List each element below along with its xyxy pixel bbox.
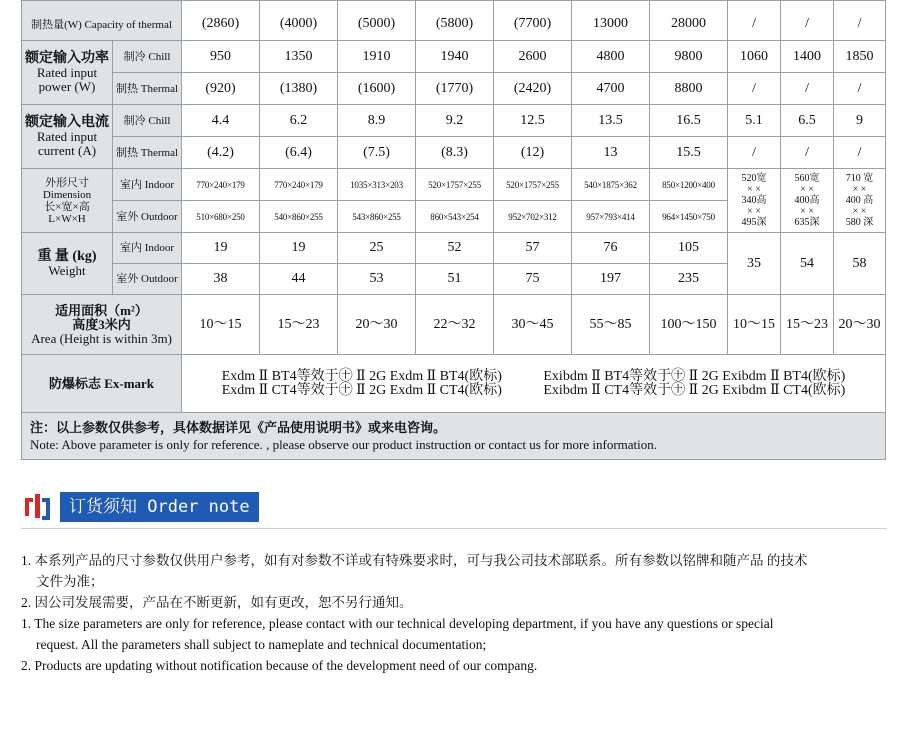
weight-outdoor-value: 53 bbox=[338, 264, 416, 295]
power-chill-value: 1940 bbox=[416, 41, 494, 73]
order-title: 订货须知 Order note bbox=[60, 492, 259, 522]
current-label-cn: 额定输入电流 bbox=[25, 114, 109, 130]
power-chill-value: 1910 bbox=[338, 41, 416, 73]
power-chill-value: 2600 bbox=[494, 41, 572, 73]
heat-value: (5000) bbox=[338, 1, 416, 41]
dim-indoor-value: 540×1875×362 bbox=[572, 169, 650, 201]
dim-indoor-value: 520×1757×255 bbox=[494, 169, 572, 201]
area-value: 55～85 bbox=[572, 295, 650, 355]
dim-indoor-value: 770×240×179 bbox=[260, 169, 338, 201]
weight-combined-value: 58 bbox=[834, 233, 886, 295]
order-cn-1: 1. 本系列产品的尺寸参数仅供用户参考，如有对参数不详或有特殊要求时，可与我公司技术部联系。所有参数以铭牌和随产品 的技术 bbox=[21, 553, 808, 568]
indoor-label: 室内 Indoor bbox=[113, 169, 182, 201]
current-chill-value: 4.4 bbox=[182, 105, 260, 137]
heat-row bbox=[22, 1, 886, 41]
area-label-1: 适用面积（m²） bbox=[55, 302, 148, 318]
dim-outdoor-value: 957×793×414 bbox=[572, 201, 650, 233]
current-chill-row bbox=[22, 105, 886, 137]
exmark-right-2: Exibdm Ⅱ CT4等效于㊉ Ⅱ 2G Exibdm Ⅱ CT4(欧标) bbox=[543, 382, 846, 398]
power-chill-value: 1060 bbox=[728, 41, 781, 73]
thermal-label: 制热 Thermal bbox=[113, 73, 182, 105]
note-row bbox=[22, 413, 886, 460]
dim-outdoor-value: 540×860×255 bbox=[260, 201, 338, 233]
current-thermal-value: (4.2) bbox=[182, 137, 260, 169]
area-value: 30～45 bbox=[494, 295, 572, 355]
exmark-row bbox=[22, 355, 886, 413]
power-thermal-value: (1600) bbox=[338, 73, 416, 105]
brand-logo-icon bbox=[21, 492, 53, 522]
outdoor-label: 室外 Outdoor bbox=[113, 264, 182, 295]
dim-outdoor-value: 543×860×255 bbox=[338, 201, 416, 233]
power-thermal-value: (1770) bbox=[416, 73, 494, 105]
weight-combined-value: 35 bbox=[728, 233, 781, 295]
dim-combined-cell bbox=[781, 169, 834, 233]
note-en: Note: Above parameter is only for reference. , please observe our product instruction or contact us for more information. bbox=[30, 437, 658, 452]
outdoor-label: 室外 Outdoor bbox=[113, 201, 182, 233]
heat-value: (4000) bbox=[260, 1, 338, 41]
area-value: 20～30 bbox=[834, 295, 886, 355]
exmark-right-1: Exibdm Ⅱ BT4等效于㊉ Ⅱ 2G Exibdm Ⅱ BT4(欧标) bbox=[543, 368, 846, 384]
dim-outdoor-value: 964×1450×750 bbox=[650, 201, 728, 233]
note-cell bbox=[22, 413, 886, 460]
dim-label-en: Dimension bbox=[42, 188, 92, 201]
chill-label: 制冷 Chill bbox=[113, 105, 182, 137]
power-chill-value: 1350 bbox=[260, 41, 338, 73]
order-notes bbox=[21, 550, 891, 676]
dim-width: 710 宽 bbox=[845, 173, 874, 184]
note-cn: 注：以上参数仅供参考，具体数据详见《产品使用说明书》或来电咨询。 bbox=[30, 420, 447, 435]
current-thermal-value: (8.3) bbox=[416, 137, 494, 169]
weight-indoor-value: 76 bbox=[572, 233, 650, 264]
spec-table bbox=[21, 0, 886, 460]
power-thermal-value: 8800 bbox=[650, 73, 728, 105]
dim-label-cn: 外形尺寸 bbox=[45, 176, 89, 189]
dim-label bbox=[22, 169, 113, 233]
current-thermal-value: / bbox=[728, 137, 781, 169]
weight-outdoor-value: 75 bbox=[494, 264, 572, 295]
area-label-3: Area (Height is within 3m) bbox=[31, 330, 172, 346]
power-thermal-value: (920) bbox=[182, 73, 260, 105]
dim-sep: × × bbox=[747, 184, 761, 195]
dim-sep: × × bbox=[800, 184, 814, 195]
power-chill-value: 4800 bbox=[572, 41, 650, 73]
order-en-1-cont: request. All the parameters shall subject to nameplate and technical documentation; bbox=[36, 637, 487, 652]
heat-label: 制热量(W) Capacity of thermal bbox=[22, 1, 182, 41]
power-label-cn: 额定输入功率 bbox=[25, 50, 109, 66]
weight-indoor-row bbox=[22, 233, 886, 264]
current-thermal-value: / bbox=[834, 137, 886, 169]
thermal-label: 制热 Thermal bbox=[113, 137, 182, 169]
dim-label-cn2: 长×宽×高 bbox=[44, 200, 90, 213]
power-thermal-value: / bbox=[781, 73, 834, 105]
dim-sep: × × bbox=[747, 206, 761, 217]
heat-value: (5800) bbox=[416, 1, 494, 41]
weight-outdoor-value: 197 bbox=[572, 264, 650, 295]
dim-width: 560宽 bbox=[794, 173, 820, 184]
current-thermal-row bbox=[22, 137, 886, 169]
order-cn-1-cont: 文件为准； bbox=[36, 574, 104, 589]
current-thermal-value: / bbox=[781, 137, 834, 169]
power-thermal-value: (1380) bbox=[260, 73, 338, 105]
current-chill-value: 6.5 bbox=[781, 105, 834, 137]
divider bbox=[21, 528, 887, 529]
power-label-en2: power (W) bbox=[38, 78, 96, 94]
current-label-en2: current (A) bbox=[37, 142, 97, 158]
power-label-en1: Rated input bbox=[36, 64, 98, 80]
exmark-left-1: Exdm Ⅱ BT4等效于㊉ Ⅱ 2G Exdm Ⅱ BT4(欧标) bbox=[221, 368, 502, 384]
dim-depth: 580 深 bbox=[845, 217, 874, 228]
heat-value: 13000 bbox=[572, 1, 650, 41]
dim-outdoor-value: 860×543×254 bbox=[416, 201, 494, 233]
weight-outdoor-value: 44 bbox=[260, 264, 338, 295]
area-value: 20～30 bbox=[338, 295, 416, 355]
area-value: 10～15 bbox=[728, 295, 781, 355]
current-thermal-value: 15.5 bbox=[650, 137, 728, 169]
weight-indoor-value: 19 bbox=[260, 233, 338, 264]
area-value: 15～23 bbox=[260, 295, 338, 355]
power-chill-value: 950 bbox=[182, 41, 260, 73]
weight-label bbox=[22, 233, 113, 295]
current-label bbox=[22, 105, 113, 169]
dim-indoor-value: 1035×313×203 bbox=[338, 169, 416, 201]
dim-width: 520宽 bbox=[741, 173, 767, 184]
exmark-values bbox=[182, 355, 886, 413]
dim-sep: × × bbox=[852, 206, 867, 217]
dim-indoor-row bbox=[22, 169, 886, 201]
heat-value: / bbox=[834, 1, 886, 41]
indoor-label: 室内 Indoor bbox=[113, 233, 182, 264]
current-chill-value: 12.5 bbox=[494, 105, 572, 137]
power-thermal-value: / bbox=[834, 73, 886, 105]
current-thermal-value: 13 bbox=[572, 137, 650, 169]
power-thermal-row bbox=[22, 73, 886, 105]
area-label bbox=[22, 295, 182, 355]
power-thermal-value: / bbox=[728, 73, 781, 105]
order-en-1: 1. The size parameters are only for reference, please contact with our technical developing department, if you have any questions or special bbox=[21, 616, 774, 631]
dim-height: 340高 bbox=[741, 195, 767, 206]
weight-label-en: Weight bbox=[48, 262, 86, 278]
power-thermal-value: 4700 bbox=[572, 73, 650, 105]
area-value: 15～23 bbox=[781, 295, 834, 355]
power-label bbox=[22, 41, 113, 105]
exmark-left-2: Exdm Ⅱ CT4等效于㊉ Ⅱ 2G Exdm Ⅱ CT4(欧标) bbox=[221, 382, 502, 398]
area-value: 100～150 bbox=[650, 295, 728, 355]
chill-label: 制冷 Chill bbox=[113, 41, 182, 73]
current-chill-value: 9 bbox=[834, 105, 886, 137]
exmark-label: 防爆标志 Ex-mark bbox=[22, 355, 182, 413]
weight-indoor-value: 52 bbox=[416, 233, 494, 264]
heat-value: (2860) bbox=[182, 1, 260, 41]
dim-indoor-value: 520×1757×255 bbox=[416, 169, 494, 201]
order-cn-2: 2. 因公司发展需要，产品在不断更新，如有更改，恕不另行通知。 bbox=[21, 595, 413, 610]
heat-value: (7700) bbox=[494, 1, 572, 41]
dim-height: 400 高 bbox=[845, 195, 874, 206]
dim-depth: 635深 bbox=[794, 217, 820, 228]
weight-combined-value: 54 bbox=[781, 233, 834, 295]
order-en-2: 2. Products are updating without notification because of the development need of our compang. bbox=[21, 658, 538, 673]
current-chill-value: 6.2 bbox=[260, 105, 338, 137]
current-chill-value: 5.1 bbox=[728, 105, 781, 137]
dim-combined-cell bbox=[728, 169, 781, 233]
dim-outdoor-value: 510×680×250 bbox=[182, 201, 260, 233]
dim-combined-cell bbox=[834, 169, 886, 233]
weight-outdoor-value: 38 bbox=[182, 264, 260, 295]
current-chill-value: 13.5 bbox=[572, 105, 650, 137]
area-value: 22～32 bbox=[416, 295, 494, 355]
current-chill-value: 16.5 bbox=[650, 105, 728, 137]
power-chill-value: 1400 bbox=[781, 41, 834, 73]
current-chill-value: 8.9 bbox=[338, 105, 416, 137]
dim-indoor-value: 770×240×179 bbox=[182, 169, 260, 201]
current-label-en1: Rated input bbox=[36, 128, 98, 144]
power-thermal-value: (2420) bbox=[494, 73, 572, 105]
current-thermal-value: (12) bbox=[494, 137, 572, 169]
area-row bbox=[22, 295, 886, 355]
weight-indoor-value: 57 bbox=[494, 233, 572, 264]
area-value: 10～15 bbox=[182, 295, 260, 355]
power-chill-row bbox=[22, 41, 886, 73]
dim-indoor-value: 850×1200×400 bbox=[650, 169, 728, 201]
power-chill-value: 9800 bbox=[650, 41, 728, 73]
area-label-2: 高度3米内 bbox=[72, 316, 131, 332]
weight-indoor-value: 25 bbox=[338, 233, 416, 264]
dim-label-lwh: L×W×H bbox=[48, 212, 86, 225]
dim-height: 400高 bbox=[794, 195, 820, 206]
dim-sep: × × bbox=[852, 184, 867, 195]
current-chill-value: 9.2 bbox=[416, 105, 494, 137]
heat-value: 28000 bbox=[650, 1, 728, 41]
current-thermal-value: (7.5) bbox=[338, 137, 416, 169]
heat-value: / bbox=[728, 1, 781, 41]
weight-outdoor-value: 235 bbox=[650, 264, 728, 295]
weight-indoor-value: 19 bbox=[182, 233, 260, 264]
current-thermal-value: (6.4) bbox=[260, 137, 338, 169]
weight-outdoor-value: 51 bbox=[416, 264, 494, 295]
weight-label-cn: 重 量 (kg) bbox=[37, 248, 97, 264]
dim-outdoor-value: 952×702×312 bbox=[494, 201, 572, 233]
dim-sep: × × bbox=[800, 206, 814, 217]
weight-indoor-value: 105 bbox=[650, 233, 728, 264]
heat-value: / bbox=[781, 1, 834, 41]
power-chill-value: 1850 bbox=[834, 41, 886, 73]
dim-depth: 495深 bbox=[741, 217, 767, 228]
